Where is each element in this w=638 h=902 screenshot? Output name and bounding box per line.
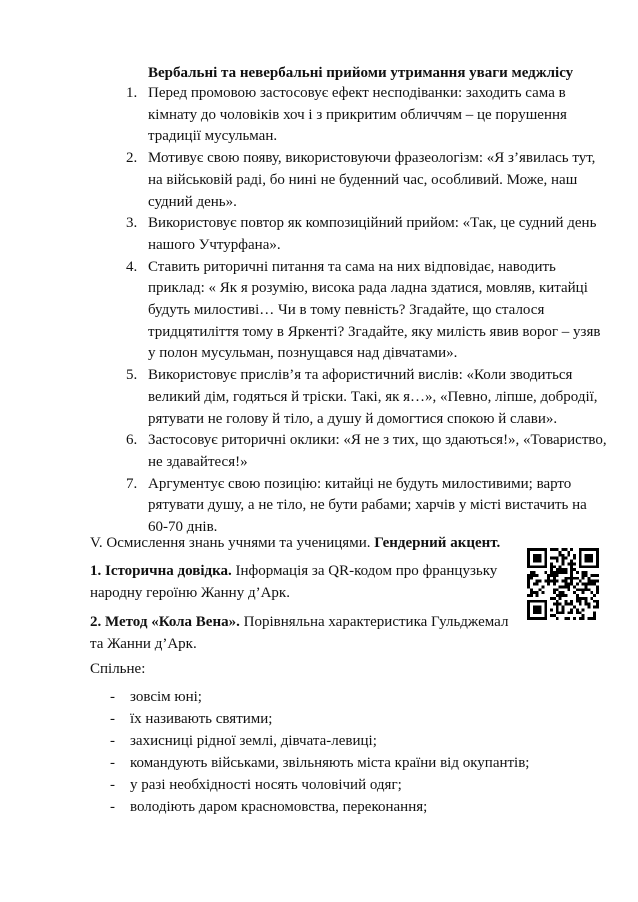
historical-note-paragraph — [90, 561, 520, 604]
list-item-number: 6. — [126, 432, 138, 449]
list-item — [0, 430, 608, 473]
venn-method-text: Порівняльна характеристика Гульджемал та Жанни д’Арк. — [90, 614, 509, 652]
list-item-number: 7. — [126, 475, 138, 492]
historical-note-text: Інформація за QR-кодом про французьку народну героїню Жанну д’Арк. — [90, 563, 498, 601]
section-v-text: V. Осмислення знань учнями та ученицями. — [90, 535, 375, 551]
common-label: Спільне: — [90, 661, 146, 677]
list-item — [0, 257, 608, 366]
venn-method-title: 2. Метод «Кола Вена». — [90, 614, 240, 630]
list-item-text: у разі необхідності носять чоловічий одяг; — [130, 777, 402, 793]
dash-bullet: - — [110, 689, 115, 705]
section-v-title — [90, 533, 500, 554]
list-item-text: командують військами, звільняють міста країни від окупантів; — [130, 755, 530, 771]
section-v-accent: Гендерний акцент. — [374, 535, 501, 551]
dash-bullet: - — [110, 711, 115, 727]
qr-code-icon[interactable] — [527, 548, 599, 620]
list-item-text: Ставить риторичні питання та сама на них відповідає, наводить приклад: « Як я розумію, висока рада ладна здатися, мовляв, китайці будуть милостиві… Чи в тому певність? Згадайте, що сталося тридцятиліття тому в Яркенті? Згадайте, яку милість явив ворог – узяв у полон мусульман, познущався над дівчатами». — [148, 258, 601, 362]
list-item-text: Застосовує риторичні оклики: «Я не з тих, що здаються!», «Товариство, не здавайтеся!» — [148, 432, 607, 470]
historical-note-title: 1. Історична довідка. — [90, 563, 232, 579]
list-item-number: 5. — [126, 367, 138, 384]
list-item-number: 3. — [126, 215, 138, 232]
techniques-list — [0, 83, 638, 539]
list-item — [0, 474, 608, 539]
list-item — [0, 83, 608, 148]
list-item — [0, 148, 608, 213]
dash-bullet: - — [110, 733, 115, 749]
list-item-text: Мотивує свою появу, використовуючи фразеологізм: «Я з’явилась тут, на військовій раді, бо нині не буденний час, особливий. Може, наш судний день». — [148, 150, 596, 210]
list-item-text: Перед промовою застосовує ефект несподіванки: заходить сама в кімнату до чоловіків хоч і з прикритим обличчям – це порушення традиції мусульман. — [148, 85, 567, 145]
venn-method-paragraph — [90, 612, 520, 655]
list-item-text: володіють даром красномовства, переконання; — [130, 799, 428, 815]
list-item — [0, 365, 608, 430]
dash-bullet: - — [110, 755, 115, 771]
list-item-text: Використовує прислів’я та афористичний вислів: «Коли зводиться великий дім, годяться й тріски. Такі, як я…», «Певно, ліпше, добродії, рятувати не голову й тіло, а душу й домогтися спокою й слави». — [148, 367, 598, 427]
list-item-number: 2. — [126, 150, 138, 167]
list-item-number: 1. — [126, 85, 138, 101]
dash-bullet: - — [110, 777, 115, 793]
list-item-text: Аргументує свою позицію: китайці не будуть милостивими; варто рятувати душу, а не тіло, не бути рабами; харчів у місті вистачить на 60-70 днів. — [148, 475, 587, 536]
list-item-text: зовсім юні; — [130, 689, 202, 705]
list-item-number: 4. — [126, 258, 138, 275]
list-item — [0, 213, 608, 256]
dash-bullet: - — [110, 799, 115, 815]
list-item-text: Використовує повтор як композиційний прийом: «Так, це судний день нашого Учтурфана». — [148, 215, 597, 253]
section-heading: Вербальні та невербальні прийоми утримання уваги меджлісу — [148, 65, 574, 81]
list-item-text: їх називають святими; — [130, 711, 273, 727]
list-item-text: захисниці рідної землі, дівчата-левиці; — [130, 733, 377, 749]
